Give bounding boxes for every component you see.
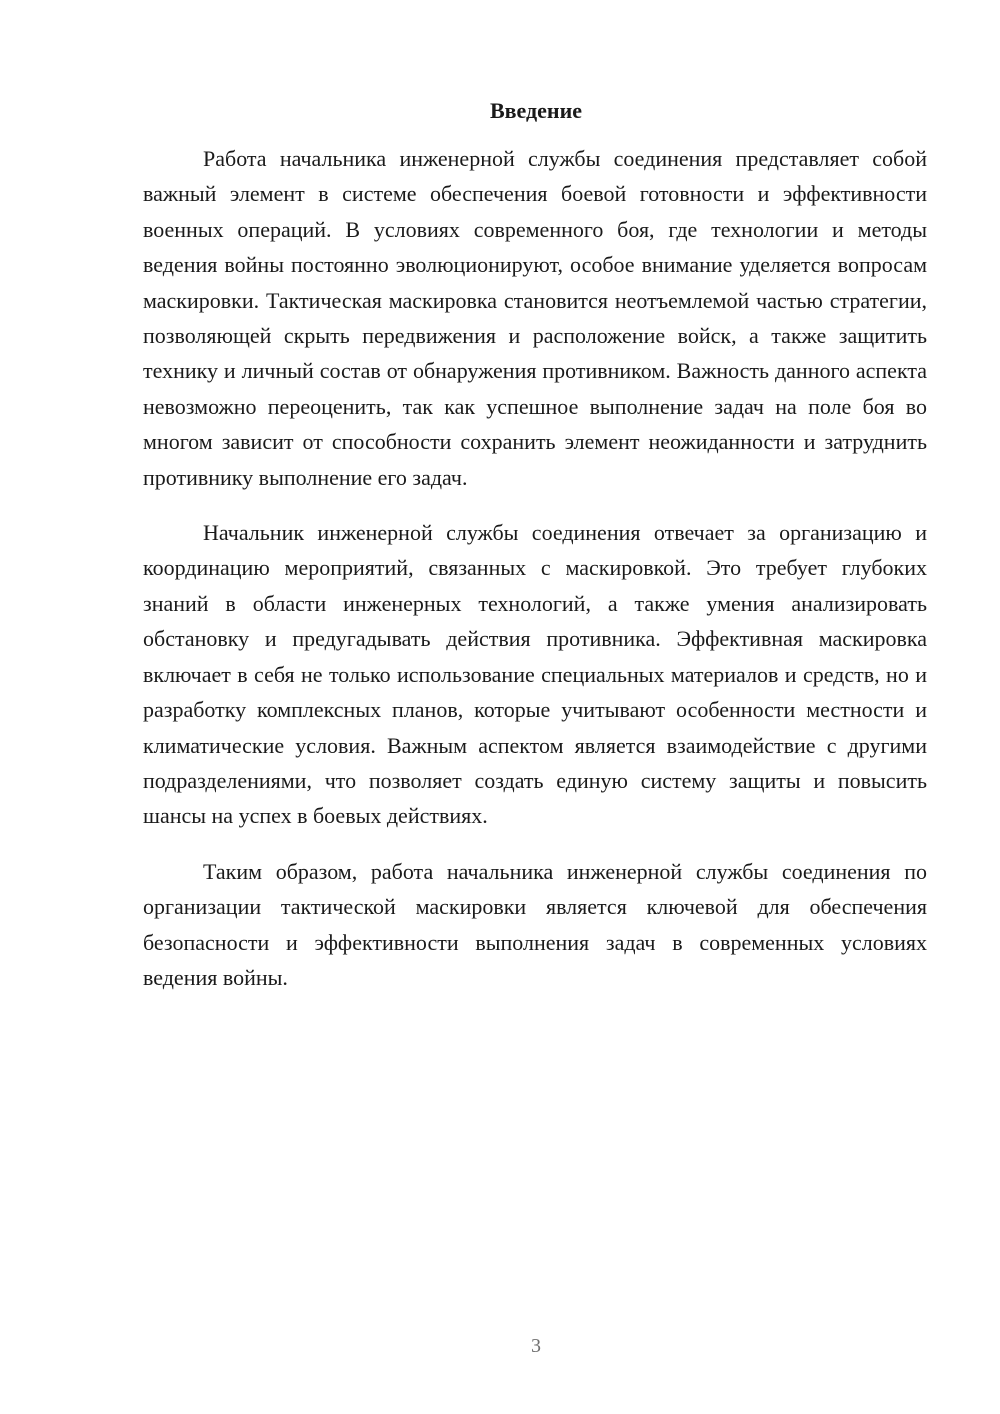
- paragraph-3: Таким образом, работа начальника инженерной службы соединения по организации тактической маскировки является ключевой для обеспечения безопасности и эффективности выполнения задач в современных условиях ведения войны.: [143, 858, 927, 990]
- paragraph-1: Работа начальника инженерной службы соединения представляет собой важный элемент в системе обеспечения боевой готовности и эффективности военных операций. В условиях современного боя, где технологии и методы ведения войны постоянно эволюционируют, особое внимание уделяется вопросам маскировки. Тактическая маскировка становится неотъемлемой частью стратегии, позволяющей скрыть передвижения и расположение войск, а также защитить технику и личный состав от обнаружения противником. Важность данного аспекта невозможно переоценить, так как успешное выполнение задач на поле боя во многом зависит от способности сохранить элемент неожиданности и затруднить противнику выполнение его задач.: [143, 146, 927, 490]
- paragraph-2: Начальник инженерной службы соединения отвечает за организацию и координацию мероприятий, связанных с маскировкой. Это требует глубоких знаний в области инженерных технологий, а также умения анализировать обстановку и предугадывать действия противника. Эффективная маскировка включает в себя не только использование специальных материалов и средств, но и разработку комплексных планов, которые учитывают особенности местности и климатические условия. Важным аспектом является взаимодействие с другими подразделениями, что позволяет создать единую систему защиты и повысить шансы на успех в боевых действиях.: [143, 520, 927, 829]
- body-text: [143, 141, 927, 995]
- page-number: 3: [531, 1335, 541, 1357]
- section-heading: Введение: [489, 98, 583, 123]
